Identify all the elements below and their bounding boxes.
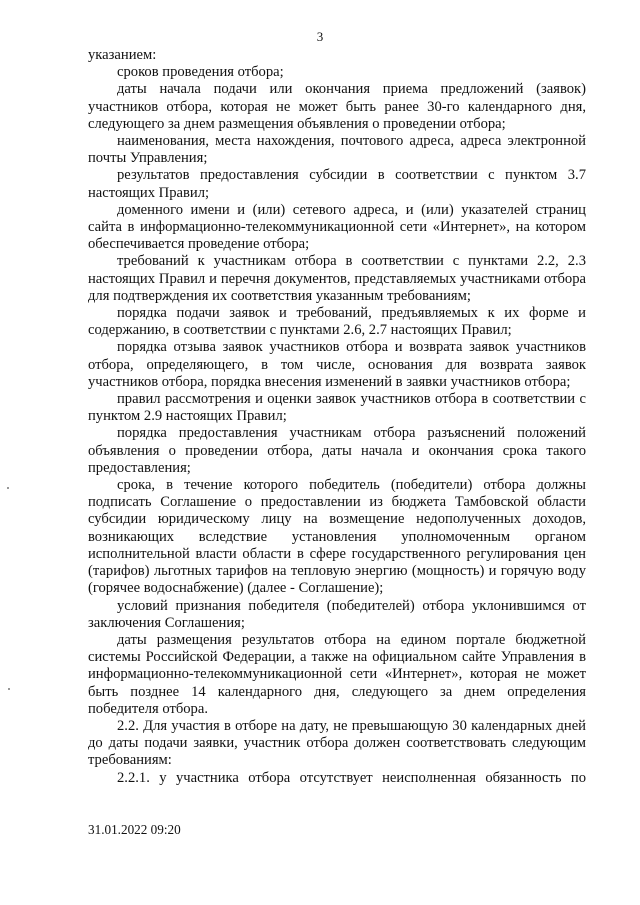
paragraph: указанием: [88, 47, 157, 63]
paragraph: правил рассмотрения и оценки заявок участников отбора в соответствии с пунктом 2.9 настоящих Правил; [88, 391, 586, 425]
paragraph: порядка подачи заявок и требований, предъявляемых к их форме и содержанию, в соответствии с пунктами 2.6, 2.7 настоящих Правил; [88, 305, 586, 339]
paragraph: сроков проведения отбора; [117, 64, 284, 81]
paragraph: требований к участникам отбора в соответствии с пунктами 2.2, 2.3 настоящих Правил и перечня документов, представляемых участниками отбора для подтверждения их соответствия указанным требованиям; [88, 253, 586, 304]
scan-mark [7, 487, 9, 489]
paragraph: даты начала подачи или окончания приема предложений (заявок) участников отбора, которая не может быть ранее 30-го календарного дня, следующего за днем размещения объявления о проведении отбора; [88, 81, 586, 132]
paragraph: порядка отзыва заявок участников отбора и возврата заявок участников отбора, определяющего, в том числе, основания для возврата заявок участников отбора, порядка внесения изменений в заявки участников отбора; [88, 339, 586, 390]
paragraph: даты размещения результатов отбора на едином портале бюджетной системы Российской Федерации, а также на официальном сайте Управления в информационно-телекоммуникационной сети «Интернет», которая не может быть позднее 14 календарного дня, следующего за днем определения победителя отбора. [88, 631, 586, 717]
paragraph: 2.2. Для участия в отборе на дату, не превышающую 30 календарных дней до даты подачи заявки, участник отбора должен соответствовать следующим требованиям: [88, 717, 586, 769]
paragraph: наименования, места нахождения, почтового адреса, адреса электронной почты Управления; [88, 133, 586, 167]
paragraph: срока, в течение которого победитель (победители) отбора должны подписать Соглашение о предоставлении из бюджета Тамбовской области субсидии юридическому лицу на возмещение недополученных доходов, возникающих вследствие установления уполномоченным органом исполнительной власти области в сфере государственного регулирования цен (тарифов) льготных тарифов на тепловую энергию (мощность) и горячую воду (горячее водоснабжение) (далее - Соглашение); [88, 477, 586, 597]
footer-timestamp: 31.01.2022 09:20 [88, 822, 181, 837]
paragraph: 2.2.1. у участника отбора отсутствует неисполненная обязанность по [117, 769, 586, 786]
scan-mark [8, 688, 10, 690]
document-body [88, 47, 586, 787]
paragraph: порядка предоставления участникам отбора разъяснений положений объявления о проведении отбора, даты начала и окончания срока такого предоставления; [88, 425, 586, 476]
paragraph: результатов предоставления субсидии в соответствии с пунктом 3.7 настоящих Правил; [88, 167, 586, 201]
page-number: 3 [316, 29, 324, 44]
paragraph: доменного имени и (или) сетевого адреса, и (или) указателей страниц сайта в информационно-телекоммуникационной сети «Интернет», на котором обеспечивается проведение отбора; [88, 201, 586, 253]
paragraph: условий признания победителя (победителей) отбора уклонившимся от заключения Соглашения; [88, 597, 586, 631]
